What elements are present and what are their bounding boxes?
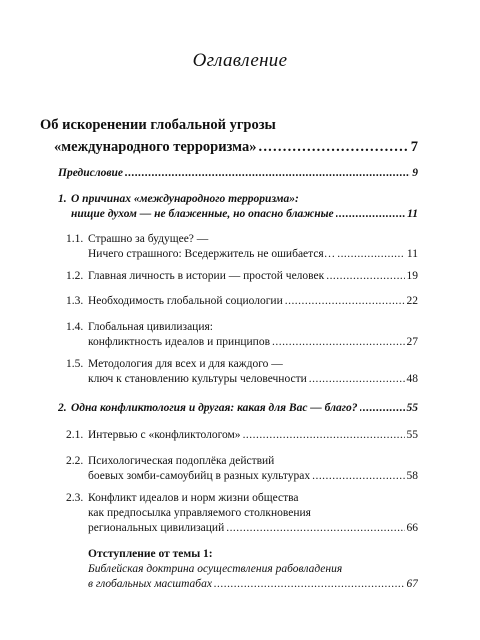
toc-page-number: 11 [407, 208, 418, 220]
toc-entry-section-2-1[interactable] [66, 428, 418, 443]
toc-entry-chapter-1[interactable] [58, 192, 418, 222]
toc-section-number: 1.2. [66, 270, 84, 282]
toc-digression-heading: Отступление от темы 1: [88, 548, 213, 560]
toc-section-title-line2: боевых зомби-самоубийц в разных культурах [88, 470, 311, 482]
toc-section-number: 2.1. [66, 429, 84, 441]
dot-leader [336, 207, 405, 222]
toc-page-number: 66 [406, 522, 418, 534]
toc-chapter-title-line1: О причинах «международного терроризма»: [71, 193, 299, 205]
toc-page-number: 19 [406, 270, 418, 282]
toc-page-number: 9 [412, 167, 418, 179]
toc-entry-preface-title: Предисловие [58, 167, 124, 179]
toc-entry-digression[interactable] [88, 547, 418, 592]
toc-page-number: 58 [406, 470, 418, 482]
toc-entry-section-1-2[interactable] [66, 269, 418, 284]
toc-section-title-line1: Психологическая подоплёка действий [88, 455, 275, 467]
dot-leader [309, 372, 405, 387]
toc-entry-section-1-5[interactable] [66, 357, 418, 387]
toc-chapter-title-line2: нищие духом — не блаженные, но опасно блажные [71, 208, 334, 220]
dot-leader [125, 166, 410, 181]
toc-page-number: 7 [410, 139, 418, 155]
dot-leader [272, 335, 404, 350]
dot-leader [312, 469, 404, 484]
toc-chapter-number: 2. [58, 402, 67, 414]
dot-leader [243, 428, 405, 443]
toc-section-number: 1.3. [66, 295, 84, 307]
toc-entry-part-line1: Об искоренении глобальной угрозы [40, 117, 276, 133]
toc-section-title-line2: ключ к становлению культуры человечности [88, 373, 307, 385]
dot-leader [258, 136, 408, 158]
toc-section-title-line1: Страшно за будущее? — [88, 233, 209, 245]
toc-entry-section-1-1[interactable] [66, 232, 418, 262]
toc-page-number: 67 [406, 578, 418, 590]
dot-leader [337, 247, 405, 262]
toc-entry-section-1-4[interactable] [66, 320, 418, 350]
toc-section-title-line1: Интервью с «конфликтологом» [88, 429, 241, 441]
dot-leader [360, 401, 405, 416]
page-title: Оглавление [192, 50, 288, 71]
toc-section-number: 2.2. [66, 455, 84, 467]
toc-entry-chapter-2[interactable] [58, 401, 418, 416]
toc-section-title-line1: Методология для всех и для каждого — [88, 358, 283, 370]
toc-page-number: 22 [406, 295, 418, 307]
toc-section-number: 1.1. [66, 233, 84, 245]
toc-entry-section-2-2[interactable] [66, 454, 418, 484]
toc-page-number: 55 [406, 402, 418, 414]
toc-section-title-line1: Главная личность в истории — простой человек [88, 270, 325, 282]
toc-page-number: 55 [406, 429, 418, 441]
toc-section-number: 2.3. [66, 492, 84, 504]
dot-leader [214, 577, 405, 592]
toc-digression-line2: в глобальных масштабах [88, 578, 212, 590]
toc-entry-section-2-3[interactable] [66, 491, 418, 536]
toc-section-number: 1.4. [66, 321, 84, 333]
toc-section-title-line3: региональных цивилизаций [88, 522, 225, 534]
dot-leader [226, 521, 404, 536]
toc-section-number: 1.5. [66, 358, 84, 370]
toc-entry-part-line2: «международного терроризма» [54, 139, 257, 155]
toc-page-number: 27 [406, 336, 418, 348]
toc-section-title-line1: Глобальная цивилизация: [88, 321, 213, 333]
toc-chapter-number: 1. [58, 193, 67, 205]
toc-chapter-title: Одна конфликтология и другая: какая для Вас — благо? [71, 402, 358, 414]
toc-page-number: 11 [406, 248, 418, 260]
toc-entry-part[interactable] [40, 114, 418, 158]
toc-section-title-line1: Необходимость глобальной социологии [88, 295, 283, 307]
dot-leader [326, 269, 404, 284]
toc-entry-section-1-3[interactable] [66, 294, 418, 309]
toc-digression-line1: Библейская доктрина осуществления рабовладения [88, 563, 343, 575]
toc-section-title-line2: как предпосылка управляемого столкновения [88, 507, 311, 519]
toc-page-number: 48 [406, 373, 418, 385]
toc-entry-preface[interactable] [58, 166, 418, 181]
dot-leader [285, 294, 405, 309]
toc-section-title-line2: Ничего страшного: Вседержитель не ошибается… [88, 248, 336, 260]
toc-section-title-line1: Конфликт идеалов и норм жизни общества [88, 492, 299, 504]
toc-section-title-line2: конфликтность идеалов и принципов [88, 336, 271, 348]
